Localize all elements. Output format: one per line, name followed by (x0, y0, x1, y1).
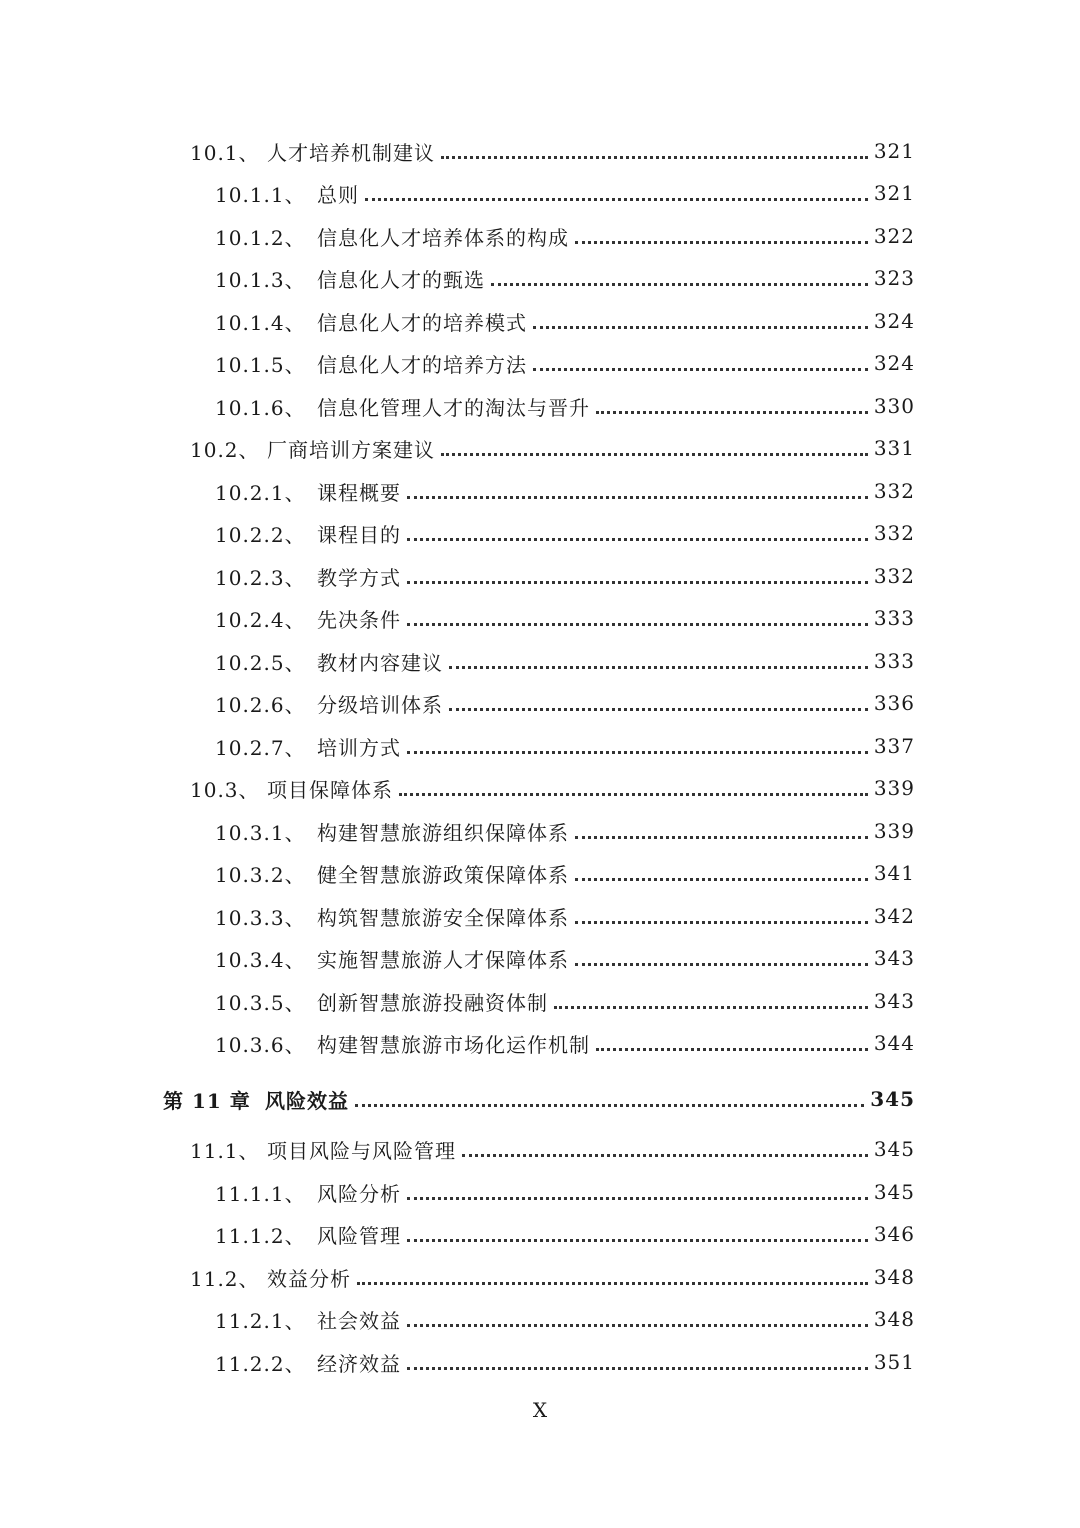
toc-entry[interactable] (215, 895, 915, 937)
toc-entry-number: 10.1.5、 (215, 352, 306, 377)
toc-entry-title: 教材内容建议 (317, 650, 443, 675)
toc-entry-title: 课程目的 (317, 522, 401, 547)
toc-entry[interactable] (215, 640, 915, 682)
toc-entry-number: 11.2.1、 (215, 1308, 306, 1333)
toc-entry-number: 11.1.1、 (215, 1181, 306, 1206)
toc-entry-page: 348 (873, 1307, 915, 1331)
toc-entry-number: 10.1.1、 (215, 182, 306, 207)
dot-leader (575, 878, 868, 881)
toc-entry-title: 风险分析 (317, 1181, 401, 1206)
toc-entry-title: 教学方式 (317, 565, 401, 590)
toc-entry-number: 11.2、 (190, 1266, 260, 1291)
page-footer-number: X (532, 1398, 548, 1422)
toc-entry-number: 11.1.2、 (215, 1223, 306, 1248)
toc-entry-number: 10.2.3、 (215, 565, 306, 590)
toc-entry-number: 11.1、 (190, 1138, 260, 1163)
toc-chapter-entry[interactable] (163, 1078, 915, 1120)
dot-leader (407, 1197, 868, 1200)
toc-entry[interactable] (215, 342, 915, 384)
dot-leader (462, 1154, 868, 1157)
toc-entry-page: 342 (873, 904, 915, 928)
toc-entry-title: 风险管理 (317, 1223, 401, 1248)
toc-entry[interactable] (215, 682, 915, 724)
dot-leader (575, 241, 868, 244)
toc-entry[interactable] (215, 215, 915, 257)
toc-entry[interactable] (215, 470, 915, 512)
toc-entry-title: 厂商培训方案建议 (267, 437, 435, 462)
toc-entry[interactable] (215, 257, 915, 299)
dot-leader (441, 453, 868, 456)
toc-entry-page: 345 (870, 1087, 915, 1111)
toc-entry[interactable] (190, 1128, 915, 1170)
toc-entry-page: 322 (873, 224, 915, 248)
toc-entry-page: 345 (873, 1137, 915, 1161)
toc-entry-number: 10.1.6、 (215, 395, 306, 420)
toc-entry[interactable] (215, 1171, 915, 1213)
dot-leader (449, 708, 868, 711)
toc-entry-number: 10.2.7、 (215, 735, 306, 760)
toc-entry-title: 先决条件 (317, 607, 401, 632)
toc-entry-number: 10.2、 (190, 437, 260, 462)
toc-entry-number: 10.1.3、 (215, 267, 306, 292)
dot-leader (357, 1282, 868, 1285)
dot-leader (554, 1006, 868, 1009)
dot-leader (407, 751, 868, 754)
toc-entry[interactable] (215, 300, 915, 342)
toc-entry-page: 330 (873, 394, 915, 418)
toc-entry-title: 效益分析 (267, 1266, 351, 1291)
toc-entry-title: 课程概要 (317, 480, 401, 505)
toc-entry-title: 信息化人才的培养模式 (317, 310, 527, 335)
toc-entry-title: 总则 (317, 182, 359, 207)
toc-entry-page: 331 (873, 436, 915, 460)
toc-entry[interactable] (215, 512, 915, 554)
dot-leader (596, 411, 868, 414)
dot-leader (407, 1324, 868, 1327)
dot-leader (533, 326, 868, 329)
toc-entry[interactable] (215, 937, 915, 979)
toc-entry-page: 324 (873, 309, 915, 333)
dot-leader (407, 1239, 868, 1242)
toc-entry-number: 10.1.4、 (215, 310, 306, 335)
toc-entry[interactable] (215, 810, 915, 852)
toc-entry-number: 10.2.1、 (215, 480, 306, 505)
dot-leader (407, 538, 868, 541)
toc-entry-number: 10.1、 (190, 140, 260, 165)
toc-entry-page: 343 (873, 946, 915, 970)
toc-entry-page: 345 (873, 1180, 915, 1204)
toc-entry[interactable] (215, 1298, 915, 1340)
toc-entry-page: 336 (873, 691, 915, 715)
dot-leader (575, 921, 868, 924)
toc-entry-number: 10.3.1、 (215, 820, 306, 845)
dot-leader (407, 581, 868, 584)
toc-entry-title: 风险效益 (265, 1088, 349, 1113)
dot-leader (575, 963, 868, 966)
toc-entry[interactable] (215, 852, 915, 894)
toc-entry-title: 信息化管理人才的淘汰与晋升 (317, 395, 590, 420)
toc-entry-number: 10.3.2、 (215, 862, 306, 887)
toc-entry-page: 344 (873, 1031, 915, 1055)
toc-entry-page: 332 (873, 564, 915, 588)
toc-entry-number: 10.3.5、 (215, 990, 306, 1015)
toc-entry-page: 337 (873, 734, 915, 758)
toc-entry-title: 创新智慧旅游投融资体制 (317, 990, 548, 1015)
toc-entry-number: 10.3.3、 (215, 905, 306, 930)
toc-entry-page: 351 (873, 1350, 915, 1374)
toc-entry-number: 10.3、 (190, 777, 260, 802)
toc-entry-page: 321 (873, 181, 915, 205)
dot-leader (441, 156, 868, 159)
dot-leader (491, 283, 868, 286)
toc-entry[interactable] (190, 130, 915, 172)
toc-entry-page: 339 (873, 776, 915, 800)
toc-entry[interactable] (215, 385, 915, 427)
toc-entry[interactable] (215, 980, 915, 1022)
toc-entry-page: 333 (873, 649, 915, 673)
toc-entry-title: 信息化人才的培养方法 (317, 352, 527, 377)
toc-entry-number: 10.1.2、 (215, 225, 306, 250)
toc-entry[interactable] (215, 1213, 915, 1255)
toc-entry-title: 项目保障体系 (267, 777, 393, 802)
toc-entry[interactable] (215, 1341, 915, 1383)
toc-entry[interactable] (215, 597, 915, 639)
toc-entry-page: 348 (873, 1265, 915, 1289)
toc-entry-number: 10.3.4、 (215, 947, 306, 972)
toc-entry-title: 信息化人才培养体系的构成 (317, 225, 569, 250)
toc-entry-page: 332 (873, 521, 915, 545)
toc-entry-title: 实施智慧旅游人才保障体系 (317, 947, 569, 972)
toc-entry-title: 培训方式 (317, 735, 401, 760)
dot-leader (407, 496, 868, 499)
toc-entry[interactable] (215, 1022, 915, 1064)
toc-entry-title: 社会效益 (317, 1308, 401, 1333)
toc-entry-number: 10.3.6、 (215, 1032, 306, 1057)
dot-leader (355, 1104, 864, 1107)
dot-leader (596, 1048, 868, 1051)
toc-entry-title: 信息化人才的甄选 (317, 267, 485, 292)
toc-entry[interactable] (215, 172, 915, 214)
dot-leader (407, 1367, 868, 1370)
toc-entry-title: 项目风险与风险管理 (267, 1138, 456, 1163)
toc-entry[interactable] (215, 555, 915, 597)
toc-entry-page: 339 (873, 819, 915, 843)
toc-entry[interactable] (190, 767, 915, 809)
toc-entry-number: 10.2.2、 (215, 522, 306, 547)
dot-leader (399, 793, 868, 796)
toc-entry-page: 343 (873, 989, 915, 1013)
toc-entry-page: 346 (873, 1222, 915, 1246)
toc-entry-title: 构筑智慧旅游安全保障体系 (317, 905, 569, 930)
dot-leader (407, 623, 868, 626)
toc-entry-page: 324 (873, 351, 915, 375)
toc-entry-title: 分级培训体系 (317, 692, 443, 717)
dot-leader (575, 836, 868, 839)
toc-entry-title: 人才培养机制建议 (267, 140, 435, 165)
dot-leader (533, 368, 868, 371)
toc-entry-page: 321 (873, 139, 915, 163)
toc-entry[interactable] (190, 1256, 915, 1298)
toc-entry-number: 10.2.4、 (215, 607, 306, 632)
toc-entry-page: 332 (873, 479, 915, 503)
toc-entry-number: 10.2.6、 (215, 692, 306, 717)
toc-entry-title: 构建智慧旅游组织保障体系 (317, 820, 569, 845)
toc-entry-page: 333 (873, 606, 915, 630)
toc-entry-page: 323 (873, 266, 915, 290)
toc-entry-number: 第 11 章 (163, 1088, 251, 1113)
toc-entry-number: 10.2.5、 (215, 650, 306, 675)
dot-leader (449, 666, 868, 669)
toc-entry-title: 健全智慧旅游政策保障体系 (317, 862, 569, 887)
toc-entry-title: 构建智慧旅游市场化运作机制 (317, 1032, 590, 1057)
toc-entry[interactable] (190, 427, 915, 469)
toc-entry-number: 11.2.2、 (215, 1351, 306, 1376)
toc-entry-page: 341 (873, 861, 915, 885)
toc-entry[interactable] (215, 725, 915, 767)
toc-entry-title: 经济效益 (317, 1351, 401, 1376)
dot-leader (365, 198, 868, 201)
